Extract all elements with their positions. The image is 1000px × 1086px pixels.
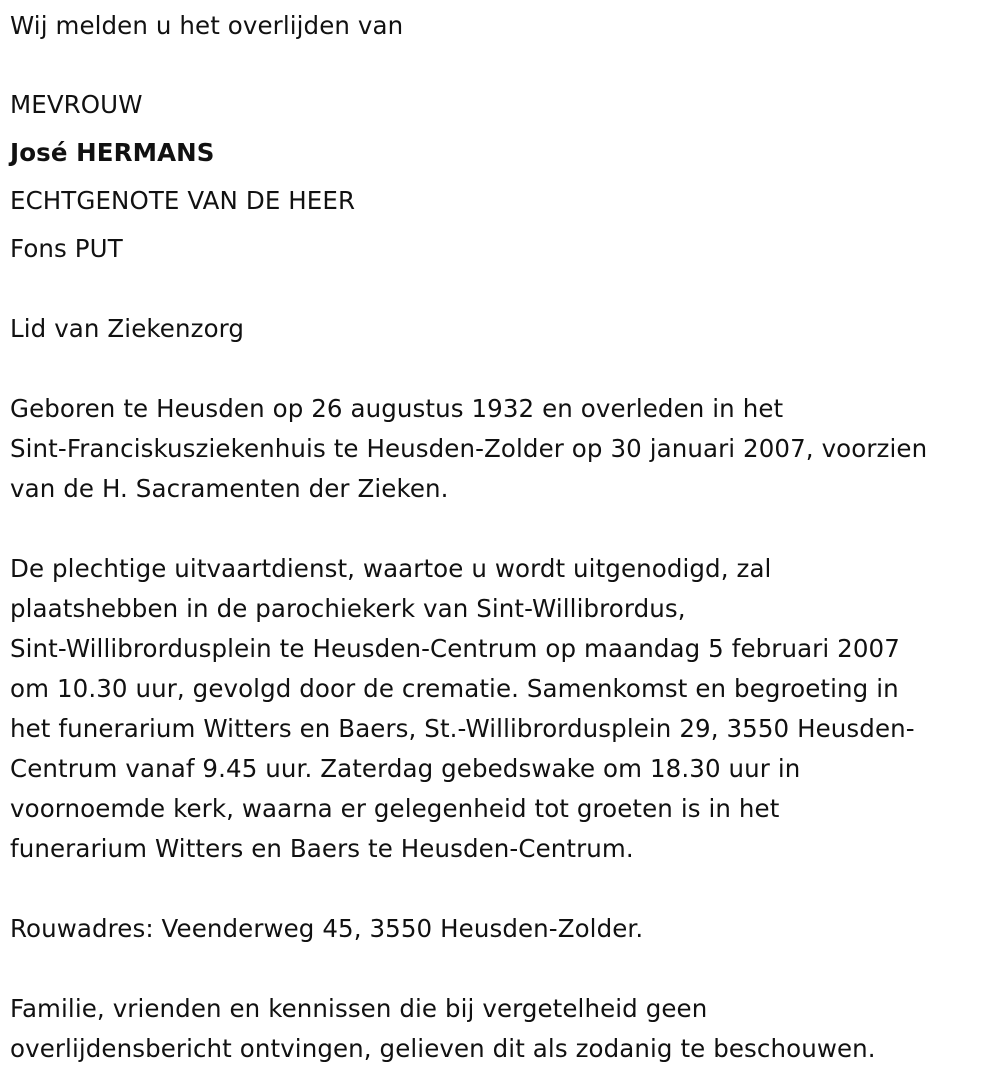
mourning-address: Rouwadres: Veenderweg 45, 3550 Heusden-Zolder. <box>10 914 644 943</box>
paragraph-line: Centrum vanaf 9.45 uur. Zaterdag gebedswake om 18.30 uur in <box>10 754 801 783</box>
paragraph-line: plaatshebben in de parochiekerk van Sint-Willibrordus, <box>10 594 686 623</box>
paragraph-line: Familie, vrienden en kennissen die bij vergetelheid geen <box>10 994 708 1023</box>
paragraph-line: overlijdensbericht ontvingen, gelieven dit als zodanig te beschouwen. <box>10 1034 876 1063</box>
paragraph-line: van de H. Sacramenten der Zieken. <box>10 474 449 503</box>
paragraph-line: Geboren te Heusden op 26 augustus 1932 en overleden in het <box>10 394 784 423</box>
intro-text: Wij melden u het overlijden van <box>10 11 404 40</box>
paragraph-line: Sint-Franciskusziekenhuis te Heusden-Zolder op 30 januari 2007, voorzien <box>10 434 928 463</box>
deceased-name: José HERMANS <box>10 138 215 167</box>
paragraph-line: funerarium Witters en Baers te Heusden-Centrum. <box>10 834 634 863</box>
deceased-title: MEVROUW <box>10 90 143 119</box>
paragraph-line: voornoemde kerk, waarna er gelegenheid tot groeten is in het <box>10 794 780 823</box>
relation-text: ECHTGENOTE VAN DE HEER <box>10 186 356 215</box>
spouse-name: Fons PUT <box>10 234 123 263</box>
paragraph-line: Sint-Willibrordusplein te Heusden-Centrum op maandag 5 februari 2007 <box>10 634 900 663</box>
paragraph-line: De plechtige uitvaartdienst, waartoe u wordt uitgenodigd, zal <box>10 554 772 583</box>
paragraph-line: om 10.30 uur, gevolgd door de crematie. Samenkomst en begroeting in <box>10 674 899 703</box>
paragraph-line: het funerarium Witters en Baers, St.-Willibrordusplein 29, 3550 Heusden- <box>10 714 915 743</box>
membership-text: Lid van Ziekenzorg <box>10 314 245 343</box>
